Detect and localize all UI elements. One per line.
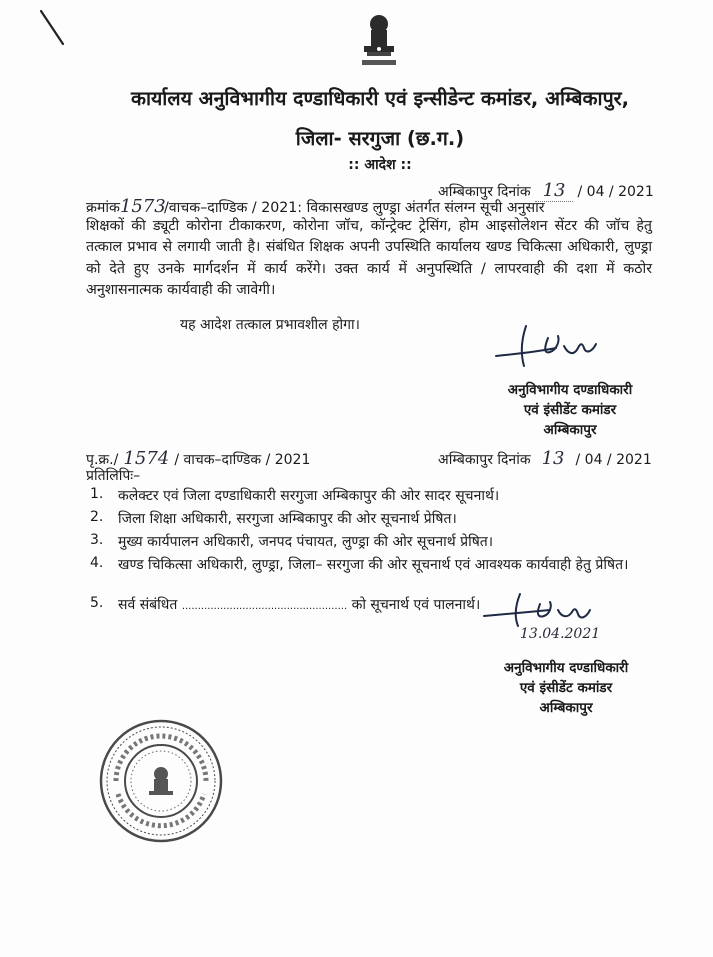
- list-item-text: कलेक्टर एवं जिला दण्डाधिकारी सरगुजा अम्बिकापुर की ओर सादर सूचनार्थ।: [118, 488, 500, 504]
- endorsement-signatory-line2: एवं इंसीडेंट कमांडर: [519, 680, 613, 696]
- official-seal-icon: [96, 716, 226, 846]
- endorsement-sign-date: 13.04.2021: [520, 626, 601, 642]
- order-body-line1: /वाचक–दाण्डिक / 2021: विकासखण्ड लुण्ड्रा अंतर्गत संलग्न सूची अनुसार: [163, 200, 545, 216]
- endorsement-date-rest: / 04 / 2021: [575, 452, 652, 468]
- endorsement-number-label: पृ.क्र./: [86, 452, 119, 468]
- order-heading: :: आदेश ::: [348, 157, 412, 173]
- list-item-dots: ....................................................: [181, 601, 348, 612]
- copy-label: प्रतिलिपिः–: [86, 468, 141, 484]
- list-item: [90, 555, 650, 597]
- office-title-line1: कार्यालय अनुविभागीय दण्डाधिकारी एवं इन्सीडेन्ट कमांडर, अम्बिकापुर,: [130, 87, 630, 110]
- list-item: [90, 532, 650, 552]
- list-item-text: जिला शिक्षा अधिकारी, सरगुजा अम्बिकापुर की ओर सूचनार्थ प्रेषित।: [118, 511, 457, 527]
- endorsement-date-line: [438, 448, 652, 469]
- order-signatory-line2: एवं इंसीडेंट कमांडर: [523, 402, 617, 418]
- signature-order: [486, 318, 616, 374]
- order-effective-line: यह आदेश तत्काल प्रभावशील होगा।: [180, 317, 360, 333]
- endorsement-date-label: अम्बिकापुर दिनांक: [438, 452, 531, 468]
- national-emblem-icon: [352, 12, 406, 72]
- list-item-text: मुख्य कार्यपालन अधिकारी, जनपद पंचायत, लुण्ड्रा की ओर सूचनार्थ प्रेषित।: [118, 534, 494, 550]
- order-signatory-block: [470, 380, 670, 440]
- order-date-day: 13: [535, 180, 573, 202]
- list-item: [90, 486, 650, 506]
- endorsement-signatory-line1: अनुविभागीय दण्डाधिकारी: [503, 660, 629, 676]
- list-item-number: 3.: [90, 532, 104, 548]
- endorsement-number-rest: / वाचक–दाण्डिक / 2021: [174, 452, 311, 468]
- list-item-text: खण्ड चिकित्सा अधिकारी, लुण्ड्रा, जिला– सरगुजा की ओर सूचनार्थ एवं आवश्यक कार्यवाही हेतु प्रेषित।: [118, 557, 629, 573]
- list-item-number: 4.: [90, 555, 104, 571]
- endorsement-signatory-line3: अम्बिकापुर: [539, 700, 593, 716]
- list-item-number: 5.: [90, 595, 104, 611]
- order-date-rest: / 04 / 2021: [577, 184, 654, 200]
- order-number-label: क्रमांक: [86, 200, 120, 216]
- order-signatory-line3: अम्बिकापुर: [543, 422, 597, 438]
- pen-stroke-mark: [38, 8, 68, 48]
- order-date-label: अम्बिकापुर दिनांक: [438, 184, 531, 200]
- order-body-paragraph: शिक्षकों की ड्यूटी कोरोना टीकाकरण, कोरोना जॉच, कॉन्ट्रेक्ट ट्रेसिंग, होम आइसोलेशन सेंटर की जॉच हेतु तत्काल प्रभाव से लगायी जाती है। संबंधित शिक्षक अपनी उपस्थिति कार्यालय खण्ड चिकित्सा अधिकारी, लुण्ड्रा को देते हुए उनके मार्गदर्शन में कार्य करेंगे। उक्त कार्य में अनुपस्थिति / लापरवाही की दशा में कठोर अनुशासनात्मक कार्यवाही की जावेगी।: [86, 218, 652, 298]
- list-item: [90, 509, 650, 529]
- order-number-handwritten: 1573: [119, 196, 166, 217]
- endorsement-number-handwritten: 1574: [123, 448, 170, 469]
- order-signatory-line1: अनुविभागीय दण्डाधिकारी: [507, 382, 633, 398]
- list-item-number: 2.: [90, 509, 104, 525]
- order-number-line: [86, 196, 654, 217]
- endorsement-signatory-block: [466, 658, 666, 718]
- office-title-line2: जिला- सरगुजा (छ.ग.): [295, 127, 465, 150]
- list-item-number: 1.: [90, 486, 104, 502]
- list-item-text-a: सर्व संबंधित: [118, 597, 178, 613]
- endorsement-date-day: 13: [541, 448, 565, 469]
- list-item-text-b: को सूचनार्थ एवं पालनार्थ।: [351, 597, 481, 613]
